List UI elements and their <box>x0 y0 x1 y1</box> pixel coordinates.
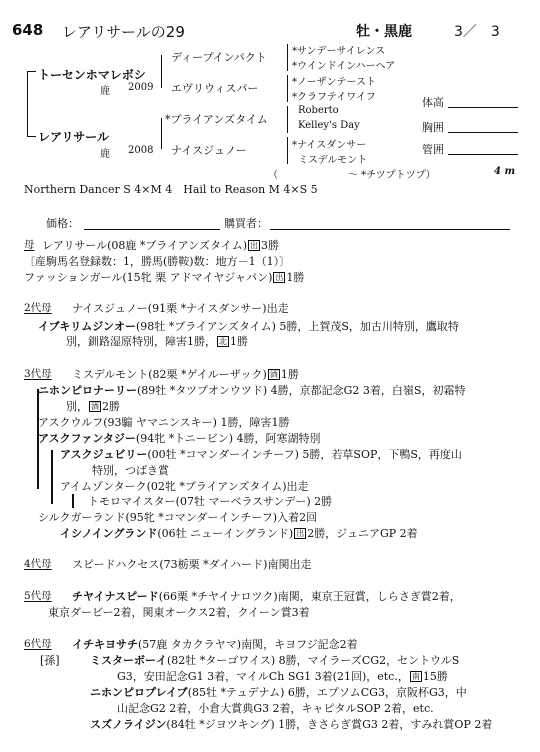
g4-line: スピードハクセス(73栃栗 *ダイハード)南関出走 <box>72 558 312 571</box>
g3-horse: アスクジュビリー(00牡 *コマンダーインチーフ) 5勝，若草SOP，下鴨S，再度山 <box>60 448 462 461</box>
g2-horse-cont: 別，釧路湿原特別，障害1勝， 北 1勝 <box>66 335 248 348</box>
g5-line-cont: 東京ダービー2着，関東オークス2着，クイーン賞3着 <box>48 606 310 619</box>
dam-foal: ファッションガール(15牝 栗 アドマイヤジャパン) 出 1勝 <box>24 271 305 284</box>
g2-line: ナイスジュノー(91栗 *ナイスダンサー)出走 <box>72 302 289 315</box>
g3-horse: アイムゾンターク(02牝 *ブライアンズタイム)出走 <box>60 480 309 493</box>
region-tag: 酒 <box>91 402 99 411</box>
dam-year: 2008 <box>128 145 154 156</box>
pedigree-note: （ ～ *チツプトツプ） <box>268 170 436 181</box>
g5-heading: 5代母 <box>24 590 52 602</box>
region-tag: 出 <box>296 529 305 538</box>
g6-heading: 6代母 <box>24 638 52 650</box>
g3-horse: アスクファンタジー(94牝 *トニービン) 4勝，阿寒湖特別 <box>38 432 321 445</box>
g6-horse: ミスターボーイ(82牡 *ターゴワイス) 8勝，マイラーズCG2，セントウルS <box>90 654 460 667</box>
g2-horse: イブキリムジンオー(98牡 *ブライアンズタイム) 5勝，上賀茂S，加古川特別，鷹取特 <box>38 320 459 333</box>
sire-year: 2009 <box>128 82 154 93</box>
inbreeding: Northern Dancer S 4×M 4 Hail to Reason M 4×S 5 <box>24 183 318 196</box>
g3-ancestor: *ノーザンテースト <box>292 77 376 88</box>
page-indicator: 3／ 3 <box>454 24 500 40</box>
g3-horse-cont: 特別，つばき賞 <box>92 464 169 477</box>
g3-heading: 3代母 <box>24 368 52 380</box>
dam-line: レアリサール(08鹿 *ブライアンズタイム) 出 3勝 <box>42 239 280 252</box>
region-tag: 出 <box>250 241 259 250</box>
sire-dam: エヴリウィスパー <box>171 82 259 95</box>
g3-ancestor: ミスデルモント <box>298 155 368 166</box>
price-label: 価格： <box>46 217 79 230</box>
height-label: 体高 <box>422 96 444 109</box>
g6-horse: ニホンピロプレイブ(85牡 *テュデナム) 6勝，エプソムCG3，京阪杯G3，中 <box>90 686 467 699</box>
region-tag: 南 <box>411 672 420 681</box>
g6-horse-cont: 山記念G2 2着，小倉大賞典G3 2着，キャピタルSOP 2着，etc. <box>117 702 434 715</box>
sex-color: 牡・黒鹿 <box>356 24 412 40</box>
dam-name: レアリサール <box>38 130 110 144</box>
g3-horse: アスクウルフ(93騸 ヤマニンスキー) 1勝，障害1勝 <box>38 416 290 429</box>
g3-horse: ニホンピロナーリー(89牡 *タツプオンウツド) 4勝，京都記念G2 3着，白嶺S，初霜特 <box>38 384 466 397</box>
dam-registration: 〔産駒馬名登録数：1，勝馬(勝鞍)数：地方－1（1）〕 <box>24 255 291 268</box>
dam-dam: ナイスジュノー <box>171 144 247 157</box>
g3-ancestor: *クラフテイワイフ <box>292 92 376 103</box>
g3-ancestor: Roberto <box>298 105 339 116</box>
g6-line: イチキヨサチ(57鹿 タカクラヤマ)南関，キヨフジ記念2着 <box>72 638 358 651</box>
grandchild-mark: [孫] <box>40 654 60 667</box>
horse-name: レアリサールの29 <box>62 23 185 41</box>
cannon-field[interactable] <box>448 154 518 155</box>
buyer-label: 購買者： <box>224 217 268 230</box>
g3-horse: シルクガーランド(95牝 *コマンダーインチーフ)入着2回 <box>38 511 318 524</box>
g3-horse: イシノイングランド(06牡 ニューイングランド) 出 2勝，ジュニアGP 2着 <box>60 527 418 540</box>
lot-number: 648 <box>12 21 44 39</box>
g6-horse: スズノライジン(84牡 *ジヨツキング) 1勝，きさらぎ賞G3 2着，すみれ賞OP 2着 <box>90 718 493 731</box>
region-tag: 酒 <box>269 370 278 379</box>
region-tag: 北 <box>219 337 227 346</box>
g3-ancestor: Kelley's Day <box>298 120 360 131</box>
g3-ancestor: *ナイスダンサー <box>292 140 367 151</box>
g3-horse-cont: 別， 酒 2勝 <box>66 400 120 413</box>
dam-heading: 母 <box>24 239 35 251</box>
pedigree-note-right: 4 m <box>494 166 516 177</box>
chest-field[interactable] <box>448 132 518 133</box>
dam-color: 鹿 <box>100 149 110 160</box>
height-field[interactable] <box>448 107 518 108</box>
dam-sire: *ブライアンズタイム <box>165 113 268 126</box>
cannon-label: 管囲 <box>422 143 444 156</box>
sire-color: 鹿 <box>100 86 110 97</box>
g3-line: ミスデルモント(82栗 *ゲイルーザック) 酒 1勝 <box>72 368 299 381</box>
sire-sire: ディープインパクト <box>171 51 267 64</box>
buyer-field[interactable] <box>270 229 510 230</box>
g4-heading: 4代母 <box>24 558 52 570</box>
g3-ancestor: *サンデーサイレンス <box>292 46 386 57</box>
g6-horse-cont: G3，安田記念G1 3着，マイルCh SG1 3着(21回)，etc.， 南 15勝 <box>117 670 448 683</box>
sire-name: トーセンホマレボシ <box>38 68 146 82</box>
g3-ancestor: *ウインドインハーヘア <box>292 61 396 72</box>
g2-heading: 2代母 <box>24 302 52 314</box>
chest-label: 胸囲 <box>422 121 444 134</box>
g3-horse: トモロマイスター(07牡 マーベラスサンデー) 2勝 <box>88 495 333 508</box>
g5-line: チヤイナスピード(66栗 *チヤイナロツク)南関，東京王冠賞，しらさぎ賞2着， <box>72 590 461 603</box>
price-field[interactable] <box>84 229 220 230</box>
region-tag: 出 <box>275 273 284 282</box>
